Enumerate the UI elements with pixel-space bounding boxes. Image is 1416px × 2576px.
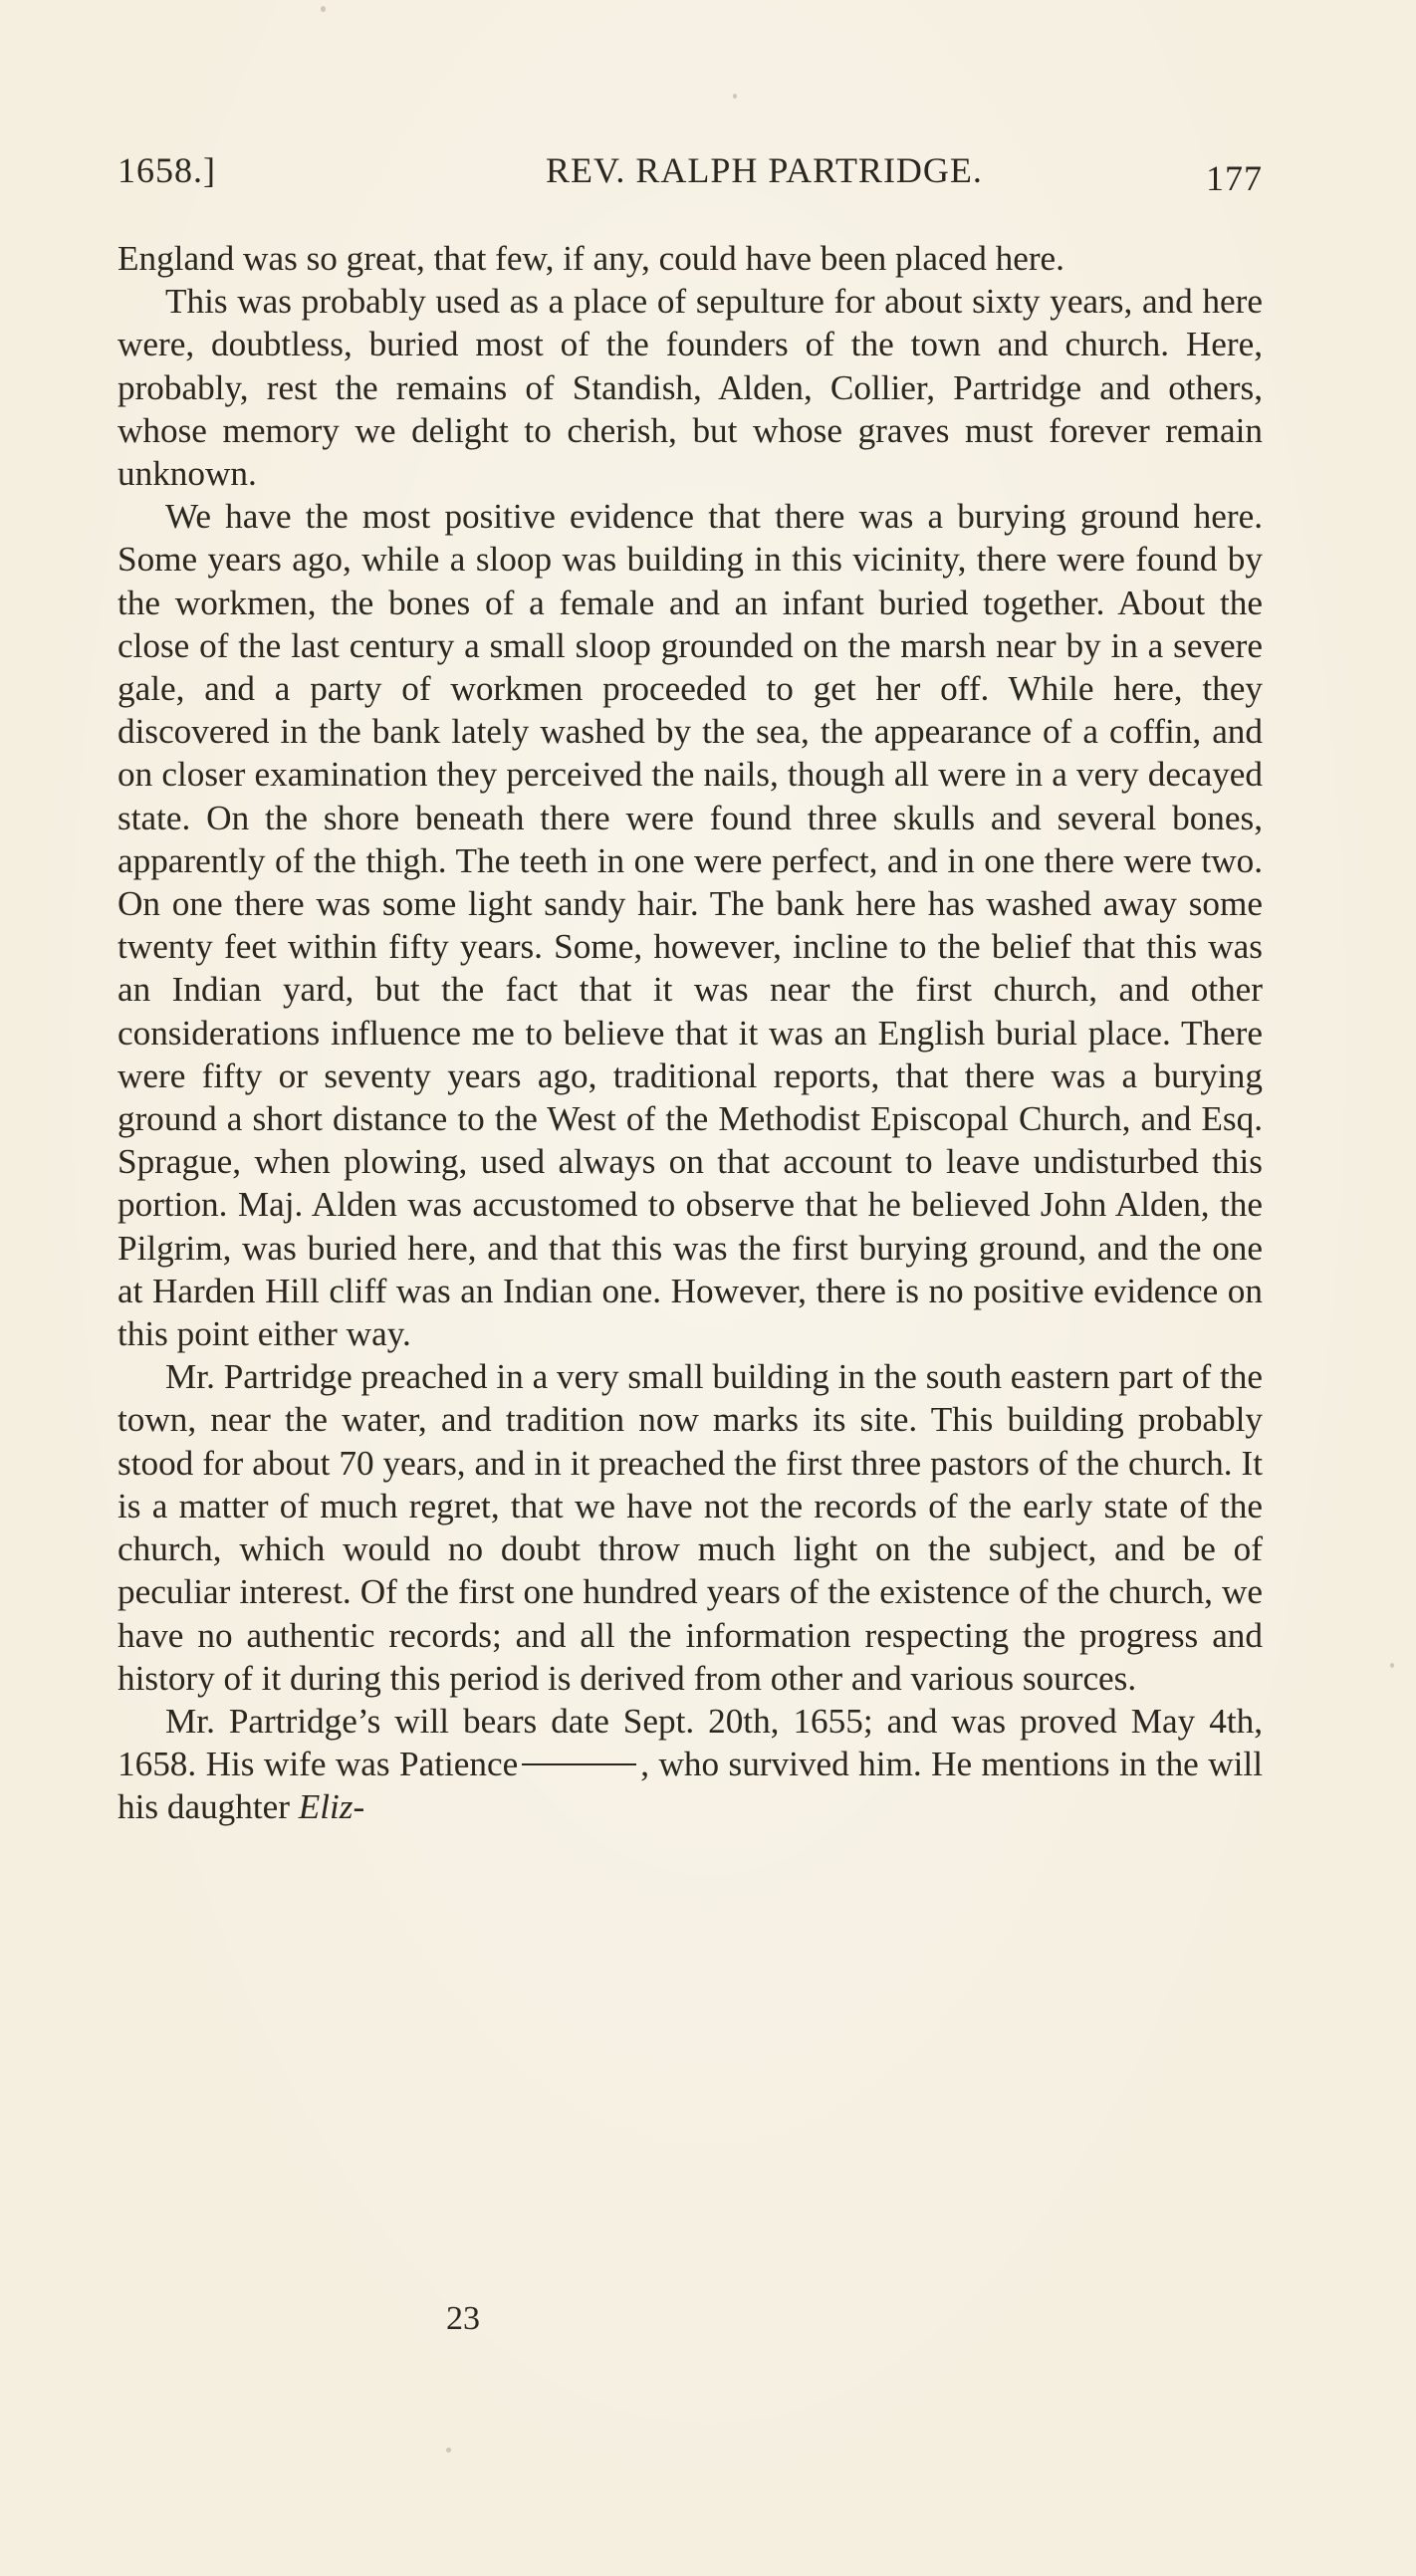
body-text	[118, 237, 1263, 1829]
header-year: 1658.]	[118, 150, 216, 190]
paper-speck	[1390, 1663, 1394, 1668]
paragraph: England was so great, that few, if any, could have been placed here.	[118, 239, 1064, 278]
running-header	[118, 149, 1263, 209]
paragraph: We have the most positive evidence that there was a burying ground here. Some years ago, while a sloop was building in this vicinity, there were found by the workmen, the bones of a female and an infant buried together. About the close of the last century a small sloop grounded on the marsh near by in a severe gale, and a party of workmen proceeded to get her off. While here, they discovered in the bank lately washed by the sea, the appearance of a coffin, and on closer examination they perceived the nails, though all were in a very decayed state. On the shore beneath there were found three skulls and several bones, apparently of the thigh. The teeth in one were perfect, and in one there were two. On one there was some light sandy hair. The bank here has washed away some twenty feet within fifty years. Some, however, incline to the belief that this was an Indian yard, but the fact that it was near the first church, and other considerations influence me to believe that it was an English burial place. There were fifty or seventy years ago, traditional reports, that there was a burying ground a short distance to the West of the Methodist Episcopal Church, and Esq. Sprague, when plowing, used always on that account to leave undisturbed this portion. Maj. Alden was accustomed to observe that he believed John Alden, the Pilgrim, was buried here, and that this was the first burying ground, and the one at Harden Hill cliff was an Indian one. However, there is no positive evidence on this point either way.	[118, 497, 1263, 1354]
paragraph: Mr. Partridge preached in a very small building in the south eastern part of the town, near the water, and tradition now marks its site. This building probably stood for about 70 years, and in it preached the first three pastors of the church. It is a matter of much regret, that we have not the records of the early state of the church, which would no doubt throw much light on the subject, and be of peculiar interest. Of the first one hundred years of the existence of the church, we have no authentic records; and all the information respecting the progress and history of it during this period is derived from other and various sources.	[118, 1357, 1263, 1698]
paragraph-last	[118, 1700, 1263, 1829]
header-title: REV. RALPH PARTRIDGE.	[546, 150, 983, 190]
paragraph: This was probably used as a place of sepulture for about sixty years, and here were, doubtless, buried most of the founders of the town and church. Here, probably, rest the remains of Standish, Alden, Collier, Partridge and others, whose memory we delight to cherish, but whose graves must forever remain unknown.	[118, 282, 1263, 494]
paper-speck	[446, 2448, 451, 2453]
paper-speck	[733, 94, 737, 99]
text-segment: , who survived him. He mentions in the will his daughter	[118, 1745, 1263, 1827]
page-number: 177	[1206, 158, 1263, 198]
italic-word: Eliz-	[298, 1787, 365, 1827]
paper-speck	[321, 6, 326, 12]
signature-mark: 23	[446, 2300, 480, 2337]
text-segment: Mr. Partridge’s will bears date Sept. 20th, 1655; and was proved May 4th, 1658. His wife was Patience	[118, 1701, 1263, 1784]
name-blank-dash	[522, 1763, 636, 1765]
